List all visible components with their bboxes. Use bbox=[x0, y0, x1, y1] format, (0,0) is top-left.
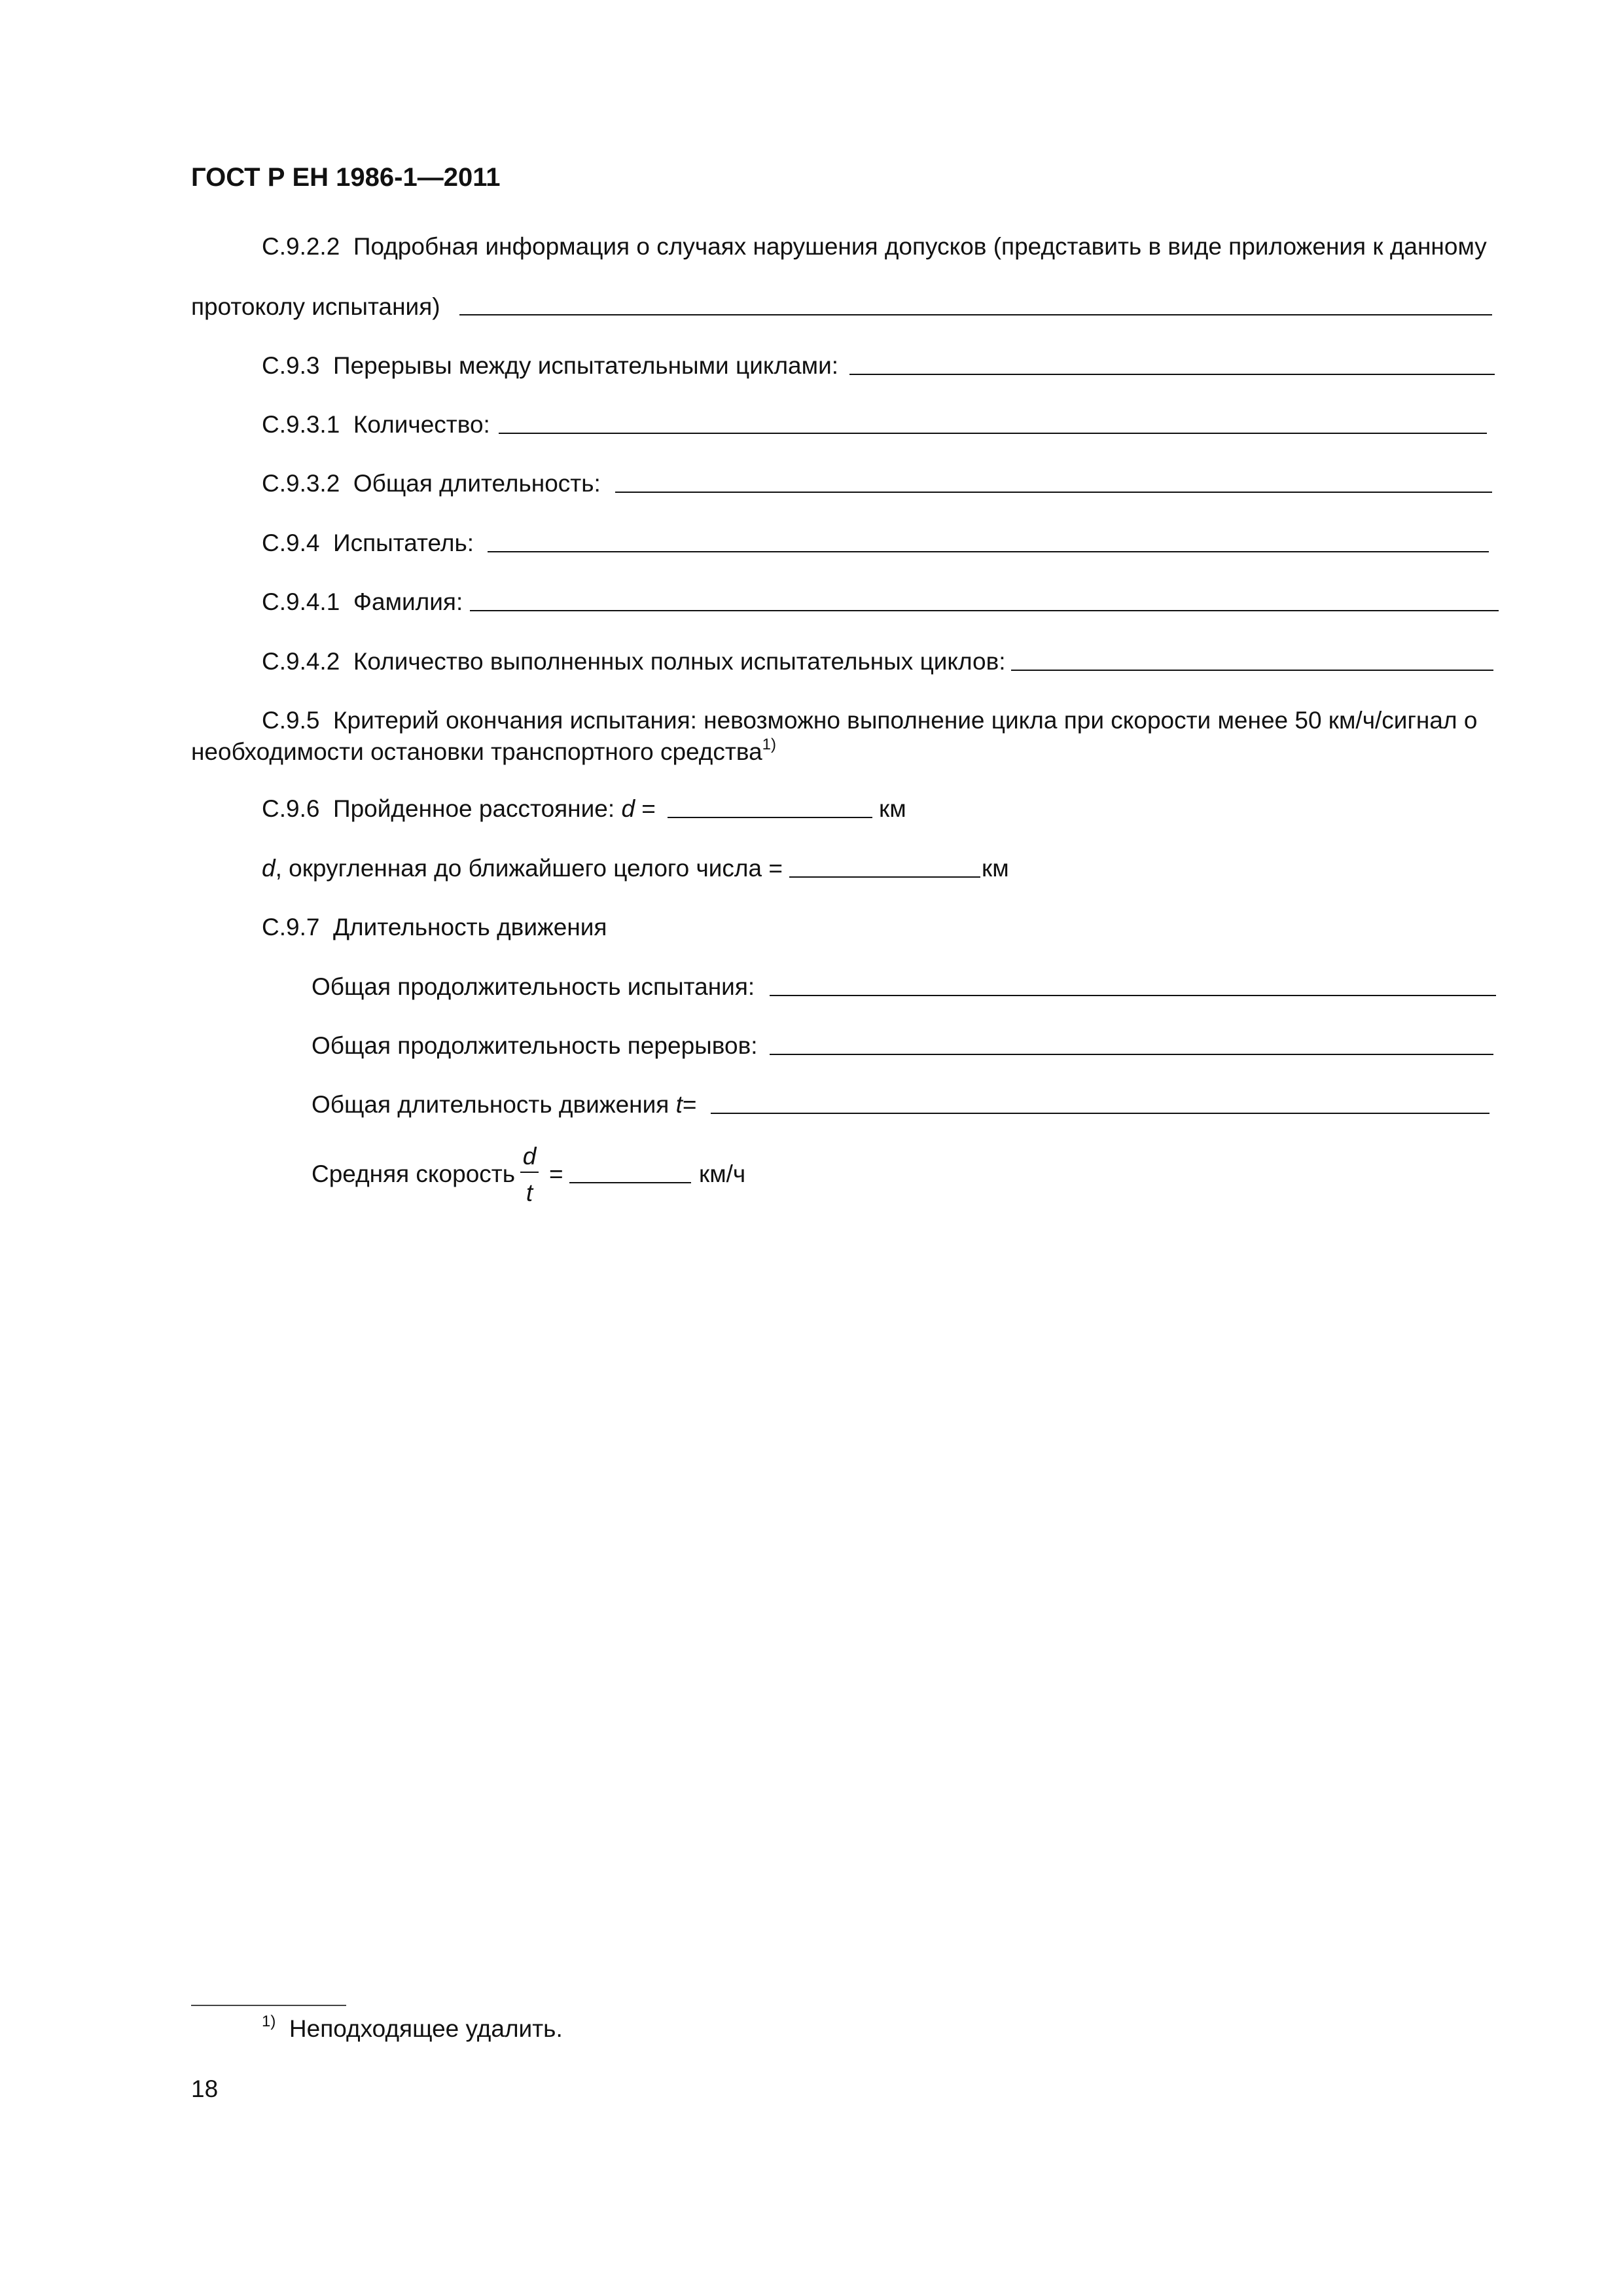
unit-kmh: км/ч bbox=[699, 1160, 746, 1187]
footnote-separator bbox=[191, 2005, 346, 2006]
fill-line-c931[interactable] bbox=[499, 433, 1487, 434]
page-number: 18 bbox=[191, 2075, 219, 2102]
item-number: C.9.4 bbox=[262, 529, 320, 556]
fill-line-c94[interactable] bbox=[488, 551, 1489, 552]
total-test-duration-label: Общая продолжительность испытания: bbox=[312, 973, 755, 1000]
item-number: C.9.7 bbox=[262, 914, 320, 941]
footnote-text: Неподходящее удалить. bbox=[289, 2015, 563, 2042]
item-text: Пройденное расстояние: bbox=[333, 795, 615, 822]
fill-line-c942[interactable] bbox=[1011, 670, 1493, 671]
item-text: Перерывы между испытательными циклами: bbox=[333, 352, 839, 379]
fraction-numerator: d bbox=[522, 1143, 537, 1170]
item-number: C.9.4.1 bbox=[262, 588, 340, 615]
item-c97 bbox=[262, 915, 607, 939]
average-speed-label: Средняя скорость bbox=[312, 1160, 515, 1187]
fill-line-total-breaks[interactable] bbox=[770, 1054, 1493, 1055]
item-text: необходимости остановки транспортного средства bbox=[191, 738, 762, 765]
fill-line-total-drive[interactable] bbox=[711, 1113, 1489, 1114]
item-c96 bbox=[262, 797, 656, 821]
distance-variable: d bbox=[621, 795, 635, 822]
equals-sign: = bbox=[682, 1091, 697, 1118]
item-c95-continuation bbox=[191, 736, 777, 765]
fill-line-c922[interactable] bbox=[459, 314, 1492, 315]
fraction-bar bbox=[520, 1172, 539, 1173]
item-c922-continuation: протоколу испытания) bbox=[191, 293, 440, 320]
item-c931 bbox=[262, 412, 490, 437]
fill-line-c96[interactable] bbox=[668, 817, 872, 818]
item-text: Количество выполненных полных испытательных циклов: bbox=[353, 648, 1006, 675]
item-text: Фамилия: bbox=[353, 588, 463, 615]
total-breaks-duration-label: Общая продолжительность перерывов: bbox=[312, 1032, 758, 1059]
item-text: Общая длительность: bbox=[353, 470, 601, 497]
footnote bbox=[262, 2013, 563, 2042]
fill-line-c932[interactable] bbox=[615, 492, 1492, 493]
footnote-reference[interactable]: 1) bbox=[762, 736, 777, 753]
item-number: C.9.2.2 bbox=[262, 233, 340, 260]
item-c93 bbox=[262, 353, 838, 378]
distance-variable: d bbox=[262, 855, 276, 882]
fill-line-average-speed[interactable] bbox=[569, 1182, 691, 1183]
item-number: C.9.6 bbox=[262, 795, 320, 822]
item-text: Подробная информация о случаях нарушения допусков (представить в виде приложения к данному bbox=[353, 233, 1487, 260]
fill-line-rounded[interactable] bbox=[789, 876, 980, 878]
item-number: C.9.3.1 bbox=[262, 411, 340, 438]
item-c932 bbox=[262, 471, 601, 495]
fraction-denominator: t bbox=[526, 1179, 533, 1206]
time-variable: t bbox=[675, 1091, 683, 1118]
item-text: Общая длительность движения bbox=[312, 1091, 669, 1118]
item-text: Испытатель: bbox=[333, 529, 474, 556]
total-drive-duration-label bbox=[312, 1092, 696, 1117]
unit-km: км bbox=[879, 795, 906, 822]
item-text: Длительность движения bbox=[333, 914, 607, 941]
item-number: C.9.4.2 bbox=[262, 648, 340, 675]
fill-line-c93[interactable] bbox=[849, 374, 1495, 375]
fill-line-total-test[interactable] bbox=[770, 995, 1496, 996]
item-c942 bbox=[262, 649, 1006, 673]
item-c922 bbox=[262, 234, 1487, 259]
footnote-mark: 1) bbox=[262, 2013, 276, 2030]
item-number: C.9.3.2 bbox=[262, 470, 340, 497]
rounded-distance bbox=[262, 856, 783, 880]
item-text: Критерий окончания испытания: невозможно выполнение цикла при скорости менее 50 км/ч/сигнал о bbox=[333, 707, 1478, 734]
document-header: ГОСТ Р ЕН 1986-1—2011 bbox=[191, 163, 501, 192]
equals-sign: = bbox=[641, 795, 656, 822]
unit-km: км bbox=[982, 855, 1009, 882]
equals-sign: = bbox=[549, 1160, 563, 1187]
item-text: Количество: bbox=[353, 411, 490, 438]
fill-line-c941[interactable] bbox=[470, 610, 1499, 611]
item-c95 bbox=[262, 708, 1477, 732]
item-number: C.9.3 bbox=[262, 352, 320, 379]
item-c941 bbox=[262, 590, 463, 614]
item-number: C.9.5 bbox=[262, 707, 320, 734]
item-c94 bbox=[262, 531, 474, 555]
item-text: , округленная до ближайшего целого числа = bbox=[275, 855, 783, 882]
